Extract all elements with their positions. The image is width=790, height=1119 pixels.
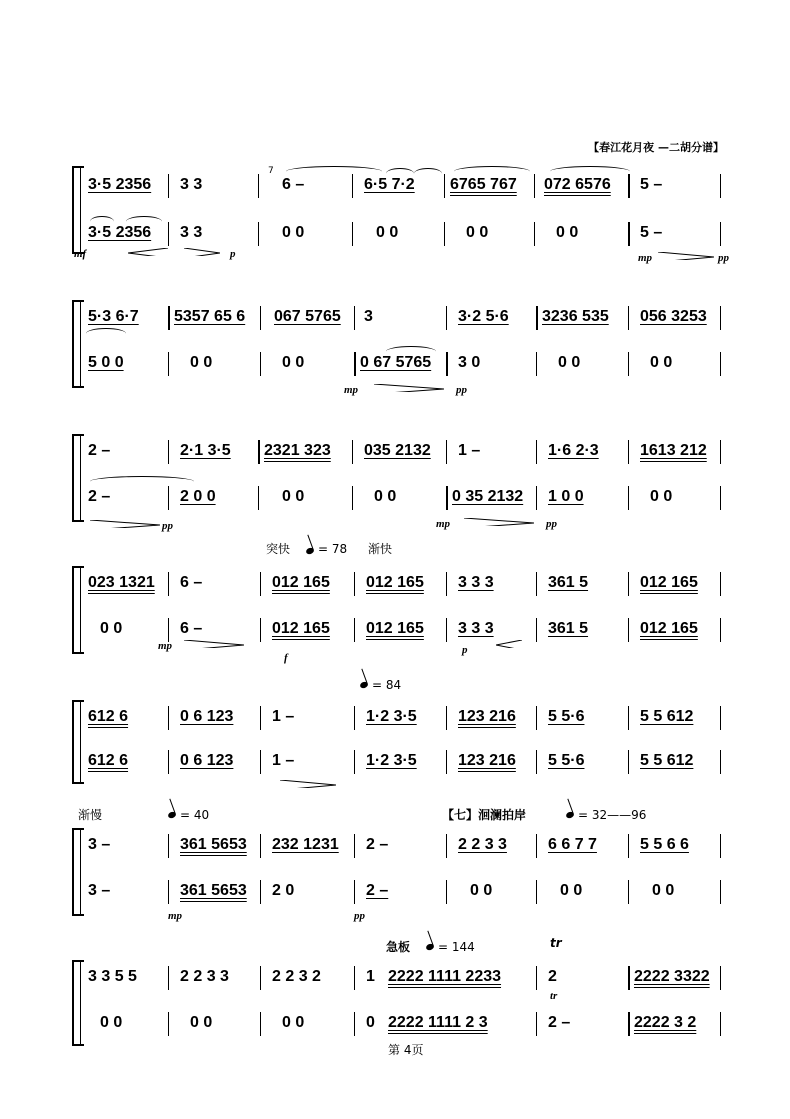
measure: 3 [364,308,373,325]
system-6 [72,828,724,922]
system-brace [72,828,84,916]
quarter-note-icon [167,811,177,819]
measure: 6765 767 [450,176,517,193]
measure: 5 – [640,224,663,241]
measure: 2·1 3·5 [180,442,231,459]
measure: 3 3 5 5 [88,968,137,985]
measure: 3 3 [180,176,203,193]
measure: 3·5 2356 [88,176,152,193]
measure: 1613 212 [640,442,707,459]
slur [286,166,382,177]
measure: 3 3 3 [458,574,494,591]
tempo-value: = 40 [180,808,210,822]
measure: 6 – [180,574,203,591]
measure: 2222 1111 2 3 [388,1014,488,1031]
tempo-value: = 78 [318,542,348,556]
measure: 012 165 [366,620,424,637]
dynamic-mark: mp [436,518,451,530]
measure: 012 165 [640,620,698,637]
measure: 2 – [548,1014,571,1031]
decrescendo-hairpin [280,780,336,788]
measure: 0 0 [558,354,581,371]
measure: 0 0 [100,1014,123,1031]
top-staff [86,706,724,730]
dynamic-mark: pp [718,252,729,264]
measure: 5 0 0 [88,354,124,371]
measure: 2 [548,968,557,985]
measure: 2 – [88,442,111,459]
score-header: 【春江花月夜 —二胡分谱】 [588,141,724,154]
slur [414,168,442,179]
system-2 [72,300,724,396]
measure: 0 [366,1014,375,1031]
system-brace [72,960,84,1046]
measure: 5 5 612 [640,752,694,769]
system-5 [72,700,724,784]
measure: 123 216 [458,752,516,769]
quarter-note-icon [425,943,435,951]
measure: 5·3 6·7 [88,308,139,325]
measure: 0 6 123 [180,752,234,769]
dynamic-mark: pp [162,520,173,532]
measure: 5 5·6 [548,708,585,725]
quarter-note-icon [565,811,575,819]
bottom-staff [86,352,724,376]
measure: 361 5 [548,574,589,591]
top-staff [86,166,724,198]
system-7 [72,960,724,1046]
crescendo-hairpin [496,640,522,648]
measure: 1 – [272,752,295,769]
measure: 0 0 [556,224,579,241]
bottom-staff [86,1012,724,1036]
decrescendo-hairpin [374,384,444,392]
top-staff [86,966,724,990]
measure: 012 165 [640,574,698,591]
measure: 2 – [366,882,389,899]
dynamic-mark: mp [638,252,653,264]
measure: 1 [366,968,375,985]
measure: 012 165 [272,574,330,591]
measure: 1·6 2·3 [548,442,599,459]
measure: 023 1321 [88,574,155,591]
tempo-text: 渐快 [368,542,393,556]
measure: 0 0 [650,488,673,505]
measure: 5 5·6 [548,752,585,769]
measure: 361 5653 [180,882,247,899]
measure: 0 0 [470,882,493,899]
bottom-staff [86,486,724,510]
tempo-text: 突快 [266,542,291,556]
measure: 1·2 3·5 [366,752,417,769]
grace-note: 7 [268,166,274,176]
tempo-value: = 84 [372,678,402,692]
tempo-text: 渐慢 [78,808,103,822]
top-staff [86,572,724,596]
measure: 0 0 [650,354,673,371]
measure: 6 – [282,176,305,193]
dynamic-mark: f [284,652,288,664]
system-1 [72,166,729,264]
measure: 0 0 [282,1014,305,1031]
measure: 0 0 [100,620,123,637]
measure: 1 – [272,708,295,725]
tempo-text: 急板 [386,940,411,954]
system-brace [72,434,84,522]
decrescendo-hairpin [184,640,244,648]
decrescendo-hairpin [658,252,714,260]
measure: 6 – [180,620,203,637]
quarter-note-icon [359,681,369,689]
page-number: 第 4页 [388,1043,424,1057]
measure: 2321 323 [264,442,331,459]
measure: 2 0 0 [180,488,216,505]
dynamic-mark: mf [74,248,87,260]
bottom-staff [86,750,724,774]
measure: 2222 1111 2233 [388,968,502,985]
top-staff [86,440,724,464]
measure: 0 0 [466,224,489,241]
measure: 2 2 3 3 [458,836,507,853]
measure: 0 0 [374,488,397,505]
measure: 0 35 2132 [452,488,524,505]
measure: 3236 535 [542,308,609,325]
measure: 012 165 [366,574,424,591]
measure: 361 5653 [180,836,247,853]
tempo-value: = 32——96 [578,808,647,822]
system-3 [72,434,724,532]
measure: 232 1231 [272,836,339,853]
measure: 3 3 [180,224,203,241]
bottom-staff [86,880,724,904]
dynamic-mark: p [462,644,468,656]
measure: 0 0 [652,882,675,899]
trill-mark: tr [550,936,562,950]
decrescendo-hairpin [464,518,534,526]
measure: 2222 3 2 [634,1014,697,1031]
system-brace [72,566,84,654]
dynamic-mark: pp [354,910,365,922]
top-staff [86,834,724,858]
measure: 072 6576 [544,176,611,193]
dynamic-mark: mp [158,640,173,652]
bottom-staff [86,222,724,246]
measure: 2222 3322 [634,968,710,985]
measure: 0 6 123 [180,708,234,725]
measure: 0 0 [190,1014,213,1031]
dynamic-mark: mp [344,384,359,396]
slur [386,168,414,179]
crescendo-hairpin [128,248,168,256]
measure: 0 0 [560,882,583,899]
slur [454,166,530,177]
dynamic-mark: mp [168,910,183,922]
quarter-note-icon [305,547,315,555]
measure: 0 0 [376,224,399,241]
measure: 035 2132 [364,442,431,459]
bottom-staff [86,618,724,642]
dynamic-mark: p [230,248,236,260]
measure: 5357 65 6 [174,308,246,325]
measure: 2 2 3 3 [180,968,229,985]
slur [86,328,126,339]
slur [386,346,436,357]
measure: 067 5765 [274,308,341,325]
system-brace [72,300,84,388]
measure: 2 0 [272,882,295,899]
measure: 3 – [88,836,111,853]
slur [90,216,114,227]
measure: 5 5 6 6 [640,836,689,853]
measure: 612 6 [88,752,129,769]
measure: 612 6 [88,708,129,725]
measure: 0 0 [190,354,213,371]
system-brace [72,166,84,254]
slur [126,216,162,227]
measure: 0 0 [282,354,305,371]
measure: 3·5 2356 [88,224,152,241]
decrescendo-hairpin [90,520,160,528]
decrescendo-hairpin [184,248,220,256]
slur [90,476,194,487]
measure: 0 0 [282,224,305,241]
dynamic-mark: pp [546,518,557,530]
measure: 1 – [458,442,481,459]
measure: 5 5 612 [640,708,694,725]
measure: 123 216 [458,708,516,725]
measure: 361 5 [548,620,589,637]
dynamic-mark: pp [456,384,467,396]
system-4 [72,566,724,664]
measure: 0 0 [282,488,305,505]
measure: 2 – [366,836,389,853]
section-title: 【七】洄澜拍岸 [442,808,527,822]
slur [550,166,630,177]
system-brace [72,700,84,784]
measure: 0 67 5765 [360,354,432,371]
measure: 5 – [640,176,663,193]
measure: 012 165 [272,620,330,637]
measure: 2 – [88,488,111,505]
trill-mark: tr [550,990,558,1002]
measure: 3 3 3 [458,620,494,637]
tempo-value: = 144 [438,940,475,954]
top-staff [86,306,724,330]
measure: 3 – [88,882,111,899]
measure: 2 2 3 2 [272,968,321,985]
measure: 1·2 3·5 [366,708,417,725]
measure: 1 0 0 [548,488,584,505]
measure: 056 3253 [640,308,707,325]
measure: 6·5 7·2 [364,176,415,193]
measure: 3·2 5·6 [458,308,509,325]
measure: 3 0 [458,354,481,371]
measure: 6 6 7 7 [548,836,597,853]
